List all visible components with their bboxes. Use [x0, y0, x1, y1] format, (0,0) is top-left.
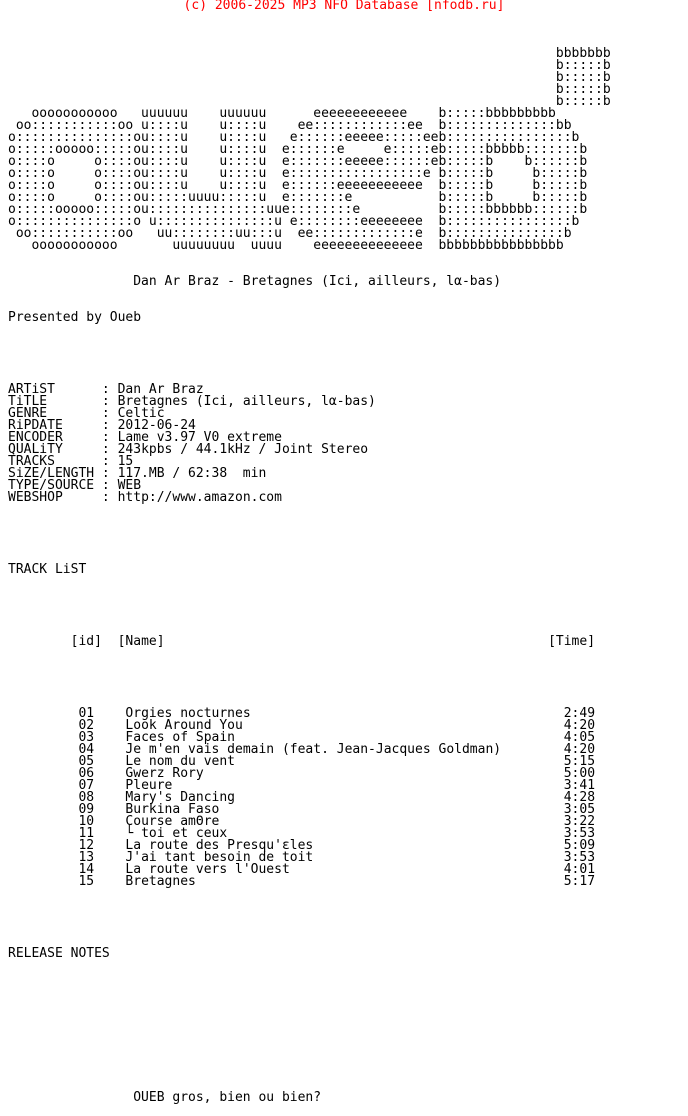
track-time: 4:20 [563, 718, 596, 733]
tracklist-column-headers [8, 636, 611, 648]
spacer [8, 1020, 611, 1032]
presented-by: Presented by Oueb [8, 310, 142, 325]
ascii-logo-line: o:::::::::::::::o u:::::::::::::::u e::::::::eeeeeeee b::::::::::::::::b [8, 214, 580, 229]
info-label: RiPDATE [8, 418, 63, 433]
info-value: Dan Ar Braz [117, 382, 204, 397]
info-row [8, 492, 611, 504]
info-value: 2012-06-24 [117, 418, 196, 433]
ascii-logo-line: b:::::b [8, 70, 611, 85]
info-label: QUALiTY [8, 442, 63, 457]
track-id: 07 [78, 778, 95, 793]
ascii-logo-line: oo:::::::::::oo u::::u u::::u ee::::::::::::ee b::::::::::::::bb [8, 118, 572, 133]
track-time: 3:22 [563, 814, 596, 829]
spacer [8, 984, 611, 996]
track-name: Je m'en vais demain (feat. Jean-Jacques Goldman) [125, 742, 502, 757]
release-headline [8, 276, 611, 288]
info-label: TRACKS [8, 454, 55, 469]
track-id: 15 [78, 874, 95, 889]
track-id: 14 [78, 862, 95, 877]
info-value: Celtic [117, 406, 165, 421]
ascii-logo-line: b:::::b [8, 58, 611, 73]
info-label: GENRE [8, 406, 48, 421]
info-separator: : [54, 382, 118, 397]
track-name: └ toi et ceux [125, 826, 228, 841]
track-name: La route vers l'Ouest [125, 862, 290, 877]
track-time: 4:05 [563, 730, 596, 745]
spacer [8, 528, 611, 540]
info-value: http://www.amazon.com [117, 490, 282, 505]
track-time: 4:01 [563, 862, 596, 877]
track-name: Mary's Dancing [125, 790, 235, 805]
release-notes-text: OUEB gros, bien ou bien? [133, 1090, 322, 1105]
track-name: Look Around You [125, 718, 243, 733]
track-name: La route des Presqu'εles [125, 838, 314, 853]
tracklist [8, 708, 611, 888]
ascii-logo-line: o::::o o::::ou::::u u::::u e::::::eeeeeeeeeee b:::::b b:::::b [8, 178, 588, 193]
info-separator: : [62, 418, 118, 433]
info-separator: : [62, 430, 118, 445]
ascii-logo-line: o::::o o::::ou:::::uuuu:::::u e:::::::e b:::::b b:::::b [8, 190, 588, 205]
ascii-logo [8, 48, 611, 252]
ascii-logo-line: o:::::ooooo:::::ou:::::::::::::::uue::::::::e b:::::bbbbbb::::::b [8, 202, 588, 217]
info-separator: : [47, 394, 118, 409]
info-separator: : [62, 490, 118, 505]
spacer [8, 348, 611, 360]
track-time: 3:53 [563, 826, 596, 841]
track-time: 3:53 [563, 850, 596, 865]
release-title: Dan Ar Braz - Bretagnes (Ici, ailleurs, lα-bas) [133, 274, 502, 289]
track-time: 4:20 [563, 742, 596, 757]
track-id: 04 [78, 742, 95, 757]
track-name: Gwerz Rory [125, 766, 204, 781]
info-label: TiTLE [8, 394, 48, 409]
info-separator: : [94, 466, 118, 481]
ascii-logo-line: o::::o o::::ou::::u u::::u e:::::::::::::::::e b:::::b b:::::b [8, 166, 588, 181]
track-id: 11 [78, 826, 95, 841]
track-time: 5:09 [563, 838, 596, 853]
track-id: 05 [78, 754, 95, 769]
info-value: WEB [117, 478, 142, 493]
track-name: J'ai tant besoin de toit [125, 850, 314, 865]
info-value: 15 [117, 454, 134, 469]
release-notes-heading: RELEASE NOTES [8, 946, 110, 961]
info-separator: : [54, 454, 118, 469]
info-separator: : [62, 442, 118, 457]
track-time: 3:41 [563, 778, 596, 793]
track-name: Burkina Faso [125, 802, 220, 817]
spacer [8, 1056, 611, 1068]
ascii-logo-line: o:::::ooooo:::::ou::::u u::::u e::::::e e:::::eb:::::bbbbb:::::::b [8, 142, 588, 157]
track-name: Pleure [125, 778, 173, 793]
info-label: WEBSHOP [8, 490, 63, 505]
ascii-logo-line: b:::::b [8, 82, 611, 97]
spacer [8, 672, 611, 684]
ascii-logo-line: ooooooooooo uuuuuu uuuuuu eeeeeeeeeeee b:::::bbbbbbbbb [8, 106, 556, 121]
track-name: Bretagnes [125, 874, 196, 889]
ascii-logo-line: b:::::b [8, 94, 611, 109]
info-separator: : [94, 478, 118, 493]
track-name: Orgies nocturnes [125, 706, 251, 721]
track-id: 08 [78, 790, 95, 805]
release-info [8, 384, 611, 504]
info-label: TYPE/SOURCE [8, 478, 95, 493]
spacer [8, 600, 611, 612]
column-time-header: [Time] [548, 634, 596, 649]
ascii-logo-line: o:::::::::::::::ou::::u u::::u e::::::eeeee:::::eeb::::::::::::::::b [8, 130, 580, 145]
track-time: 5:00 [563, 766, 596, 781]
track-name: Course amΘre [125, 814, 220, 829]
track-id: 02 [78, 718, 95, 733]
track-id: 12 [78, 838, 95, 853]
track-time: 4:28 [563, 790, 596, 805]
info-separator: : [47, 406, 118, 421]
ascii-logo-line: oo:::::::::::oo uu::::::::uu:::u ee:::::::::::::e b:::::::::::::::b [8, 226, 572, 241]
track-time: 3:05 [563, 802, 596, 817]
info-label: ARTiST [8, 382, 55, 397]
info-value: Bretagnes (Ici, ailleurs, lα-bas) [117, 394, 376, 409]
track-id: 01 [78, 706, 95, 721]
track-id: 06 [78, 766, 95, 781]
ascii-logo-line: bbbbbbb [8, 46, 611, 61]
ascii-logo-line: ooooooooooo uuuuuuuu uuuu eeeeeeeeeeeeee bbbbbbbbbbbbbbbb [8, 238, 564, 253]
nfo-document [8, 24, 611, 1116]
info-value: 243kpbs / 44.1kHz / Joint Stereo [117, 442, 369, 457]
track-time: 5:15 [563, 754, 596, 769]
release-notes [8, 1092, 611, 1104]
ascii-logo-line: o::::o o::::ou::::u u::::u e:::::::eeeee::::::eb:::::b b::::::b [8, 154, 588, 169]
info-value: 117.MB / 62:38 min [117, 466, 267, 481]
track-row [8, 876, 611, 888]
track-id: 10 [78, 814, 95, 829]
column-id-header: [id] [70, 634, 102, 649]
track-time: 5:17 [563, 874, 596, 889]
tracklist-heading: TRACK LiST [8, 562, 87, 577]
site-header: (c) 2006-2025 MP3 NFO Database [nfodb.ru] [183, 0, 505, 13]
track-id: 03 [78, 730, 95, 745]
track-time: 2:49 [563, 706, 596, 721]
track-name: Le nom du vent [125, 754, 235, 769]
track-id: 09 [78, 802, 95, 817]
track-name: Faces of Spain [125, 730, 235, 745]
info-label: SiZE/LENGTH [8, 466, 95, 481]
info-value: Lame v3.97 V0 extreme [117, 430, 282, 445]
column-name-header: [Name] [117, 634, 165, 649]
spacer [8, 912, 611, 924]
info-label: ENCODER [8, 430, 63, 445]
track-id: 13 [78, 850, 95, 865]
